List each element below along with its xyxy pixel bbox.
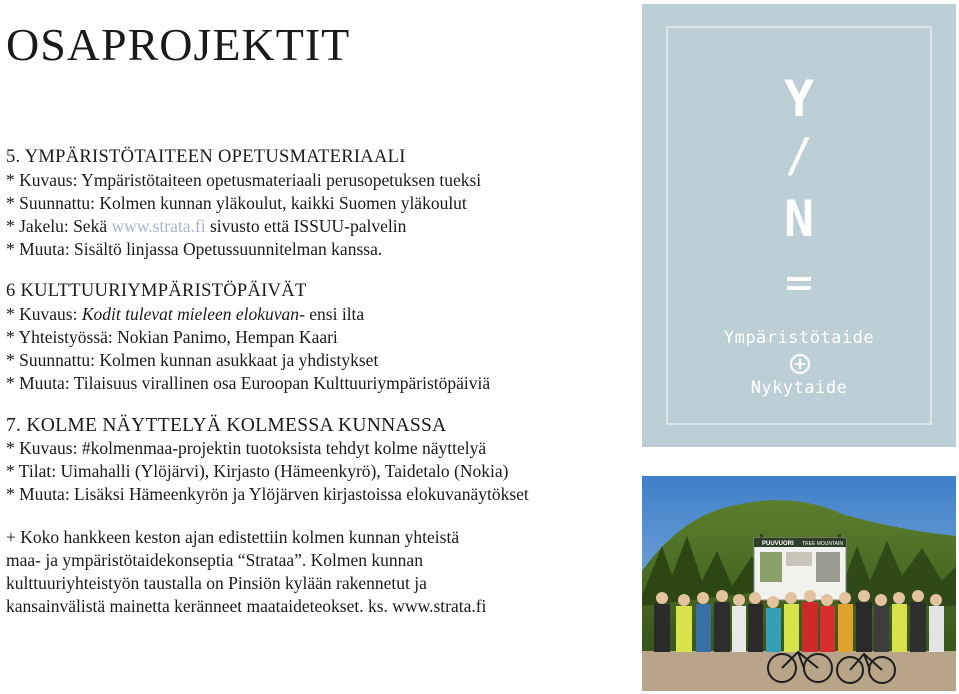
description-prefix: * Kuvaus: xyxy=(6,304,82,324)
poster-word-ymparistotaide: Ympäristötaide xyxy=(723,328,875,348)
exhibition-poster xyxy=(642,4,956,447)
poster-equals: = xyxy=(785,255,813,309)
section-7-description: * Kuvaus: #kolmenmaa-projektin tuotoksista tehdyt kolme näyttelyä xyxy=(6,438,487,458)
description-suffix: - ensi ilta xyxy=(299,304,365,324)
poster-word-nykytaide: Nykytaide xyxy=(750,378,848,398)
section-7 xyxy=(6,414,626,506)
section-6-audience: * Suunnattu: Kolmen kunnan asukkaat ja yhdistykset xyxy=(6,350,379,370)
strata-link[interactable]: www.strata.fi xyxy=(111,216,206,236)
poster-letter-y: Y xyxy=(783,70,815,128)
plus-circle-icon xyxy=(790,354,810,374)
page-title: OSAPROJEKTIT xyxy=(6,19,351,70)
section-5 xyxy=(6,146,626,261)
closing-line: + Koko hankkeen keston ajan edistettiin kolmen kunnan yhteistä xyxy=(6,527,460,547)
poster-letter-n: N xyxy=(783,190,815,248)
closing-paragraph xyxy=(6,526,626,618)
distribution-prefix: * Jakelu: Sekä xyxy=(6,216,112,236)
closing-line: kulttuuriyhteistyön taustalla on Pinsiön kylään rakennetut ja xyxy=(6,573,427,593)
sign-subtitle: TREE MOUNTAIN xyxy=(802,541,844,547)
poster-slash: / xyxy=(785,128,813,182)
section-6-heading: 6 KULTTUURIYMPÄRISTÖPÄIVÄT xyxy=(6,281,307,301)
sign-title: PUUVUORI xyxy=(762,541,794,547)
section-7-other: * Muuta: Lisäksi Hämeenkyrön ja Ylöjärven kirjastoissa elokuvanäytökset xyxy=(6,484,529,504)
film-title: Kodit tulevat mieleen elokuvan xyxy=(81,304,300,324)
closing-line: maa- ja ympäristötaidekonseptia “Strataa”. Kolmen kunnan xyxy=(6,550,423,570)
section-6-partners: * Yhteistyössä: Nokian Panimo, Hempan Kaari xyxy=(6,327,338,347)
distribution-suffix: sivusto että ISSUU-palvelin xyxy=(205,216,407,236)
section-6-description xyxy=(6,303,626,326)
section-5-other: * Muuta: Sisältö linjassa Opetussuunnitelman kanssa. xyxy=(6,239,383,259)
section-5-description: * Kuvaus: Ympäristötaiteen opetusmateriaali perusopetuksen tueksi xyxy=(6,170,482,190)
closing-line: kansainvälistä mainetta keränneet maataideteokset. ks. www.strata.fi xyxy=(6,596,487,616)
group-photo-illustration xyxy=(642,476,956,691)
section-6-other: * Muuta: Tilaisuus virallinen osa Euroopan Kulttuuriympäristöpäiviä xyxy=(6,373,491,393)
section-7-heading: 7. KOLME NÄYTTELYÄ KOLMESSA KUNNASSA xyxy=(6,415,447,436)
group-photo xyxy=(642,476,956,691)
section-7-venues: * Tilat: Uimahalli (Ylöjärvi), Kirjasto (Hämeenkyrö), Taidetalo (Nokia) xyxy=(6,461,509,481)
section-5-heading: 5. YMPÄRISTÖTAITEEN OPETUSMATERIAALI xyxy=(6,147,406,167)
section-5-audience: * Suunnattu: Kolmen kunnan yläkoulut, kaikki Suomen yläkoulut xyxy=(6,193,467,213)
section-5-distribution xyxy=(6,215,626,238)
section-6 xyxy=(6,280,626,395)
